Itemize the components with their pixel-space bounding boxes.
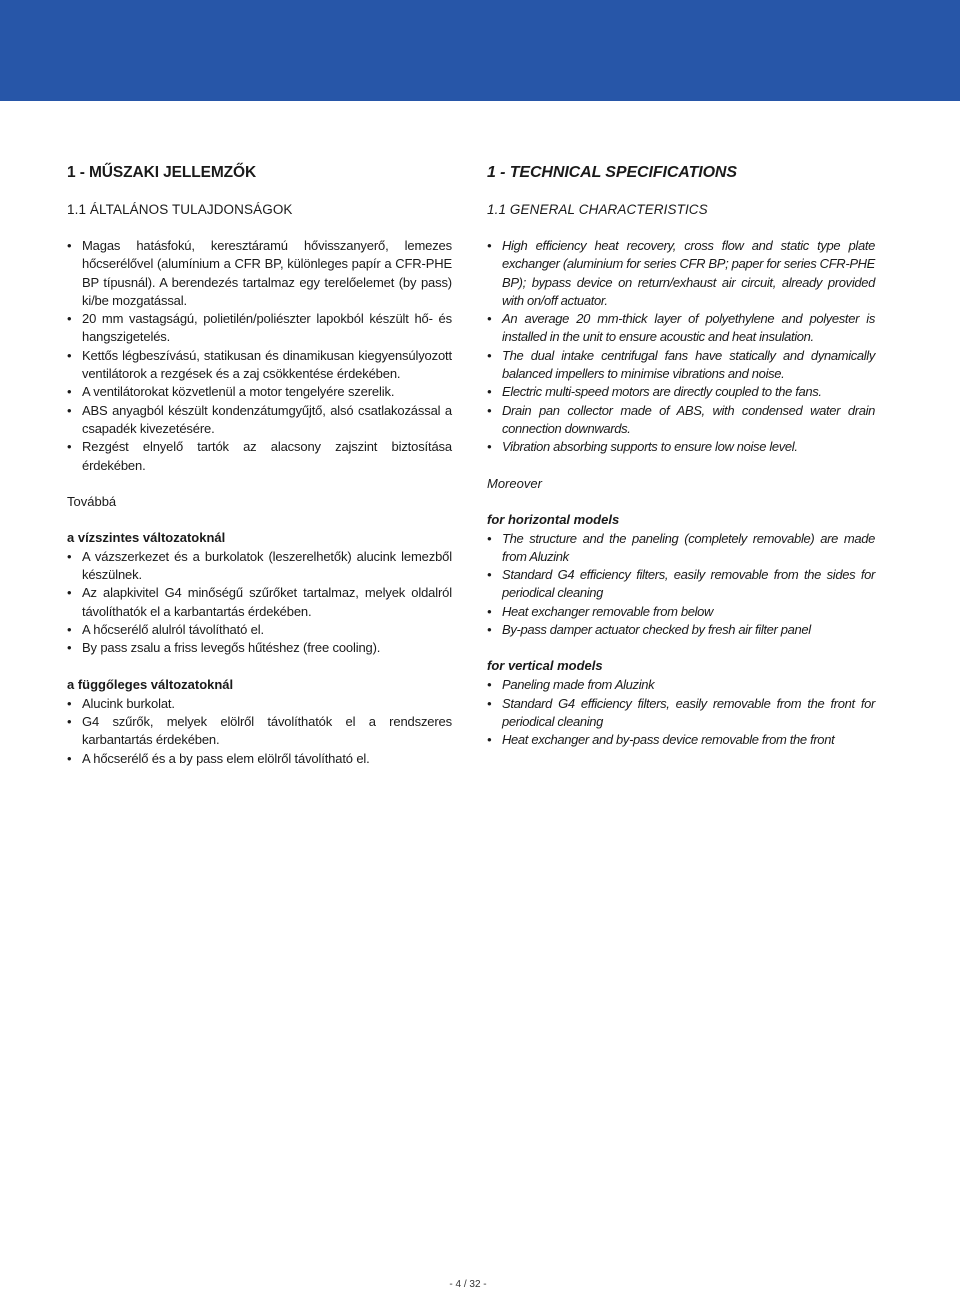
- bullet-icon: •: [67, 347, 72, 363]
- bullet-icon: •: [67, 439, 72, 455]
- list-item-text: By-pass damper actuator checked by fresh air filter panel: [502, 622, 811, 638]
- list-item-text: ABS anyagból készült kondenzátumgyűjtő, alsó csatlakozással a csapadék kivezetésére.: [82, 402, 452, 436]
- bullet-icon: •: [67, 640, 72, 656]
- list-item-text: Vibration absorbing supports to ensure low noise level.: [502, 439, 798, 455]
- list-item: [67, 548, 452, 585]
- list-item: [67, 621, 452, 639]
- bullet-icon: •: [487, 695, 492, 711]
- list-item-text: Heat exchanger and by-pass device removable from the front: [502, 732, 835, 748]
- list-item: [487, 530, 875, 567]
- list-item: [487, 347, 875, 384]
- list-item-text: G4 szűrők, melyek elölről távolíthatók el a rendszeres karbantartás érdekében.: [82, 713, 452, 748]
- list-item-text: Magas hatásfokú, keresztáramú hővisszanyerő, lemezes hőcserélővel (alumínium a CFR BP, különleges papír a CFR-PHE BP típusnál). A berendezés tartalmaz egy terelőelemet (by pass) ki/be mozgatással.: [82, 238, 452, 308]
- bullet-icon: •: [487, 677, 492, 693]
- subsection-title: 1.1 GENERAL CHARACTERISTICS: [487, 202, 708, 217]
- bullet-icon: •: [487, 384, 492, 400]
- list-item: [487, 603, 875, 621]
- horizontal-models-heading: a vízszintes változatoknál: [67, 529, 226, 545]
- bullet-icon: •: [487, 732, 492, 748]
- list-item: [67, 639, 452, 657]
- list-item-text: A hőcserélő alulról távolítható el.: [82, 622, 264, 638]
- bullet-icon: •: [67, 548, 72, 564]
- list-item: [487, 695, 875, 732]
- list-item: [67, 713, 452, 750]
- list-item-text: Alucink burkolat.: [82, 695, 175, 711]
- bullet-icon: •: [67, 750, 72, 766]
- bullet-icon: •: [67, 622, 72, 638]
- list-item-text: Paneling made from Aluzink: [502, 677, 655, 693]
- list-item: [67, 402, 452, 439]
- general-characteristics-list: [487, 237, 875, 457]
- list-item-text: High efficiency heat recovery, cross flow and static type plate exchanger (aluminium for series CFR BP; paper for series CFR-PHE BP); bypass device on return/exhaust air circuit, already provided with on/off actuator.: [502, 238, 875, 308]
- list-item-text: Heat exchanger removable from below: [502, 603, 714, 619]
- page-number: - 4 / 32 -: [449, 1279, 487, 1290]
- section-title: 1 - TECHNICAL SPECIFICATIONS: [487, 164, 737, 181]
- bullet-icon: •: [487, 567, 492, 583]
- column-hungarian: [67, 163, 452, 768]
- section-title: 1 - MŰSZAKI JELLEMZŐK: [67, 164, 257, 181]
- bullet-icon: •: [67, 311, 72, 327]
- list-item-text: Rezgést elnyelő tartók az alacsony zajszint biztosítása érdekében.: [82, 439, 452, 473]
- list-item: [67, 237, 452, 310]
- list-item-text: Electric multi-speed motors are directly coupled to the fans.: [502, 384, 822, 400]
- list-item: [67, 584, 452, 621]
- list-item-text: Az alapkivitel G4 minőségű szűrőket tartalmaz, melyek oldalról távolíthatók el a karbantartás érdekében.: [82, 585, 452, 619]
- bullet-icon: •: [487, 622, 492, 638]
- list-item-text: Kettős légbeszívású, statikusan és dinamikusan kiegyensúlyozott ventilátorok a rezgések és a zaj csökkentése érdekében.: [82, 347, 452, 382]
- list-item: [67, 347, 452, 384]
- subsection-title: 1.1 ÁLTALÁNOS TULAJDONSÁGOK: [67, 202, 293, 217]
- bullet-icon: •: [487, 603, 492, 619]
- general-characteristics-list: [67, 237, 452, 475]
- list-item: [67, 695, 452, 713]
- bullet-icon: •: [67, 238, 72, 253]
- bullet-icon: •: [487, 402, 492, 418]
- list-item-text: 20 mm vastagságú, polietilén/poliészter lapokból készült hő- és hangszigetelés.: [82, 311, 452, 345]
- list-item-text: Drain pan collector made of ABS, with condensed water drain connection downwards.: [502, 402, 875, 436]
- list-item: [67, 438, 452, 475]
- horizontal-models-heading: for horizontal models: [487, 511, 620, 527]
- bullet-icon: •: [67, 384, 72, 400]
- list-item: [487, 621, 875, 639]
- list-item-text: The dual intake centrifugal fans have statically and dynamically balanced impellers to minimise vibrations and noise.: [502, 347, 875, 382]
- list-item-text: A vázszerkezet és a burkolatok (leszerelhetők) alucink lemezből készülnek.: [82, 548, 452, 583]
- bullet-icon: •: [67, 585, 72, 601]
- list-item-text: By pass zsalu a friss levegős hűtéshez (free cooling).: [82, 640, 381, 656]
- moreover-label: Moreover: [487, 475, 542, 491]
- list-item: [487, 310, 875, 347]
- bullet-icon: •: [487, 530, 492, 546]
- bullet-icon: •: [67, 713, 72, 729]
- list-item: [67, 750, 452, 768]
- header-band: [0, 0, 960, 101]
- list-item: [487, 566, 875, 603]
- vertical-models-list: [67, 695, 452, 768]
- vertical-models-list: [487, 676, 875, 749]
- moreover-label: Továbbá: [67, 493, 117, 509]
- bullet-icon: •: [487, 238, 492, 253]
- list-item: [67, 383, 452, 401]
- bullet-icon: •: [67, 402, 72, 418]
- list-item-text: A hőcserélő és a by pass elem elölről távolítható el.: [82, 750, 370, 766]
- bullet-icon: •: [487, 439, 492, 455]
- vertical-models-heading: a függőleges változatoknál: [67, 676, 234, 692]
- bullet-icon: •: [487, 311, 492, 327]
- list-item: [487, 731, 875, 749]
- list-item-text: Standard G4 efficiency filters, easily removable from the sides for periodical cleaning: [502, 567, 875, 601]
- bullet-icon: •: [487, 347, 492, 363]
- list-item: [487, 383, 875, 401]
- column-english: [487, 163, 875, 750]
- list-item-text: An average 20 mm-thick layer of polyethylene and polyester is installed in the unit to ensure acoustic and heat insulation.: [502, 311, 875, 345]
- list-item-text: Standard G4 efficiency filters, easily removable from the front for periodical cleaning: [502, 695, 875, 729]
- list-item-text: A ventilátorokat közvetlenül a motor tengelyére szerelik.: [82, 384, 395, 400]
- list-item: [487, 402, 875, 439]
- list-item: [67, 310, 452, 347]
- list-item: [487, 676, 875, 694]
- list-item-text: The structure and the paneling (completely removable) are made from Aluzink: [502, 530, 875, 564]
- list-item: [487, 438, 875, 456]
- vertical-models-heading: for vertical models: [487, 658, 603, 674]
- bullet-icon: •: [67, 695, 72, 711]
- horizontal-models-list: [487, 530, 875, 640]
- list-item: [487, 237, 875, 310]
- horizontal-models-list: [67, 548, 452, 658]
